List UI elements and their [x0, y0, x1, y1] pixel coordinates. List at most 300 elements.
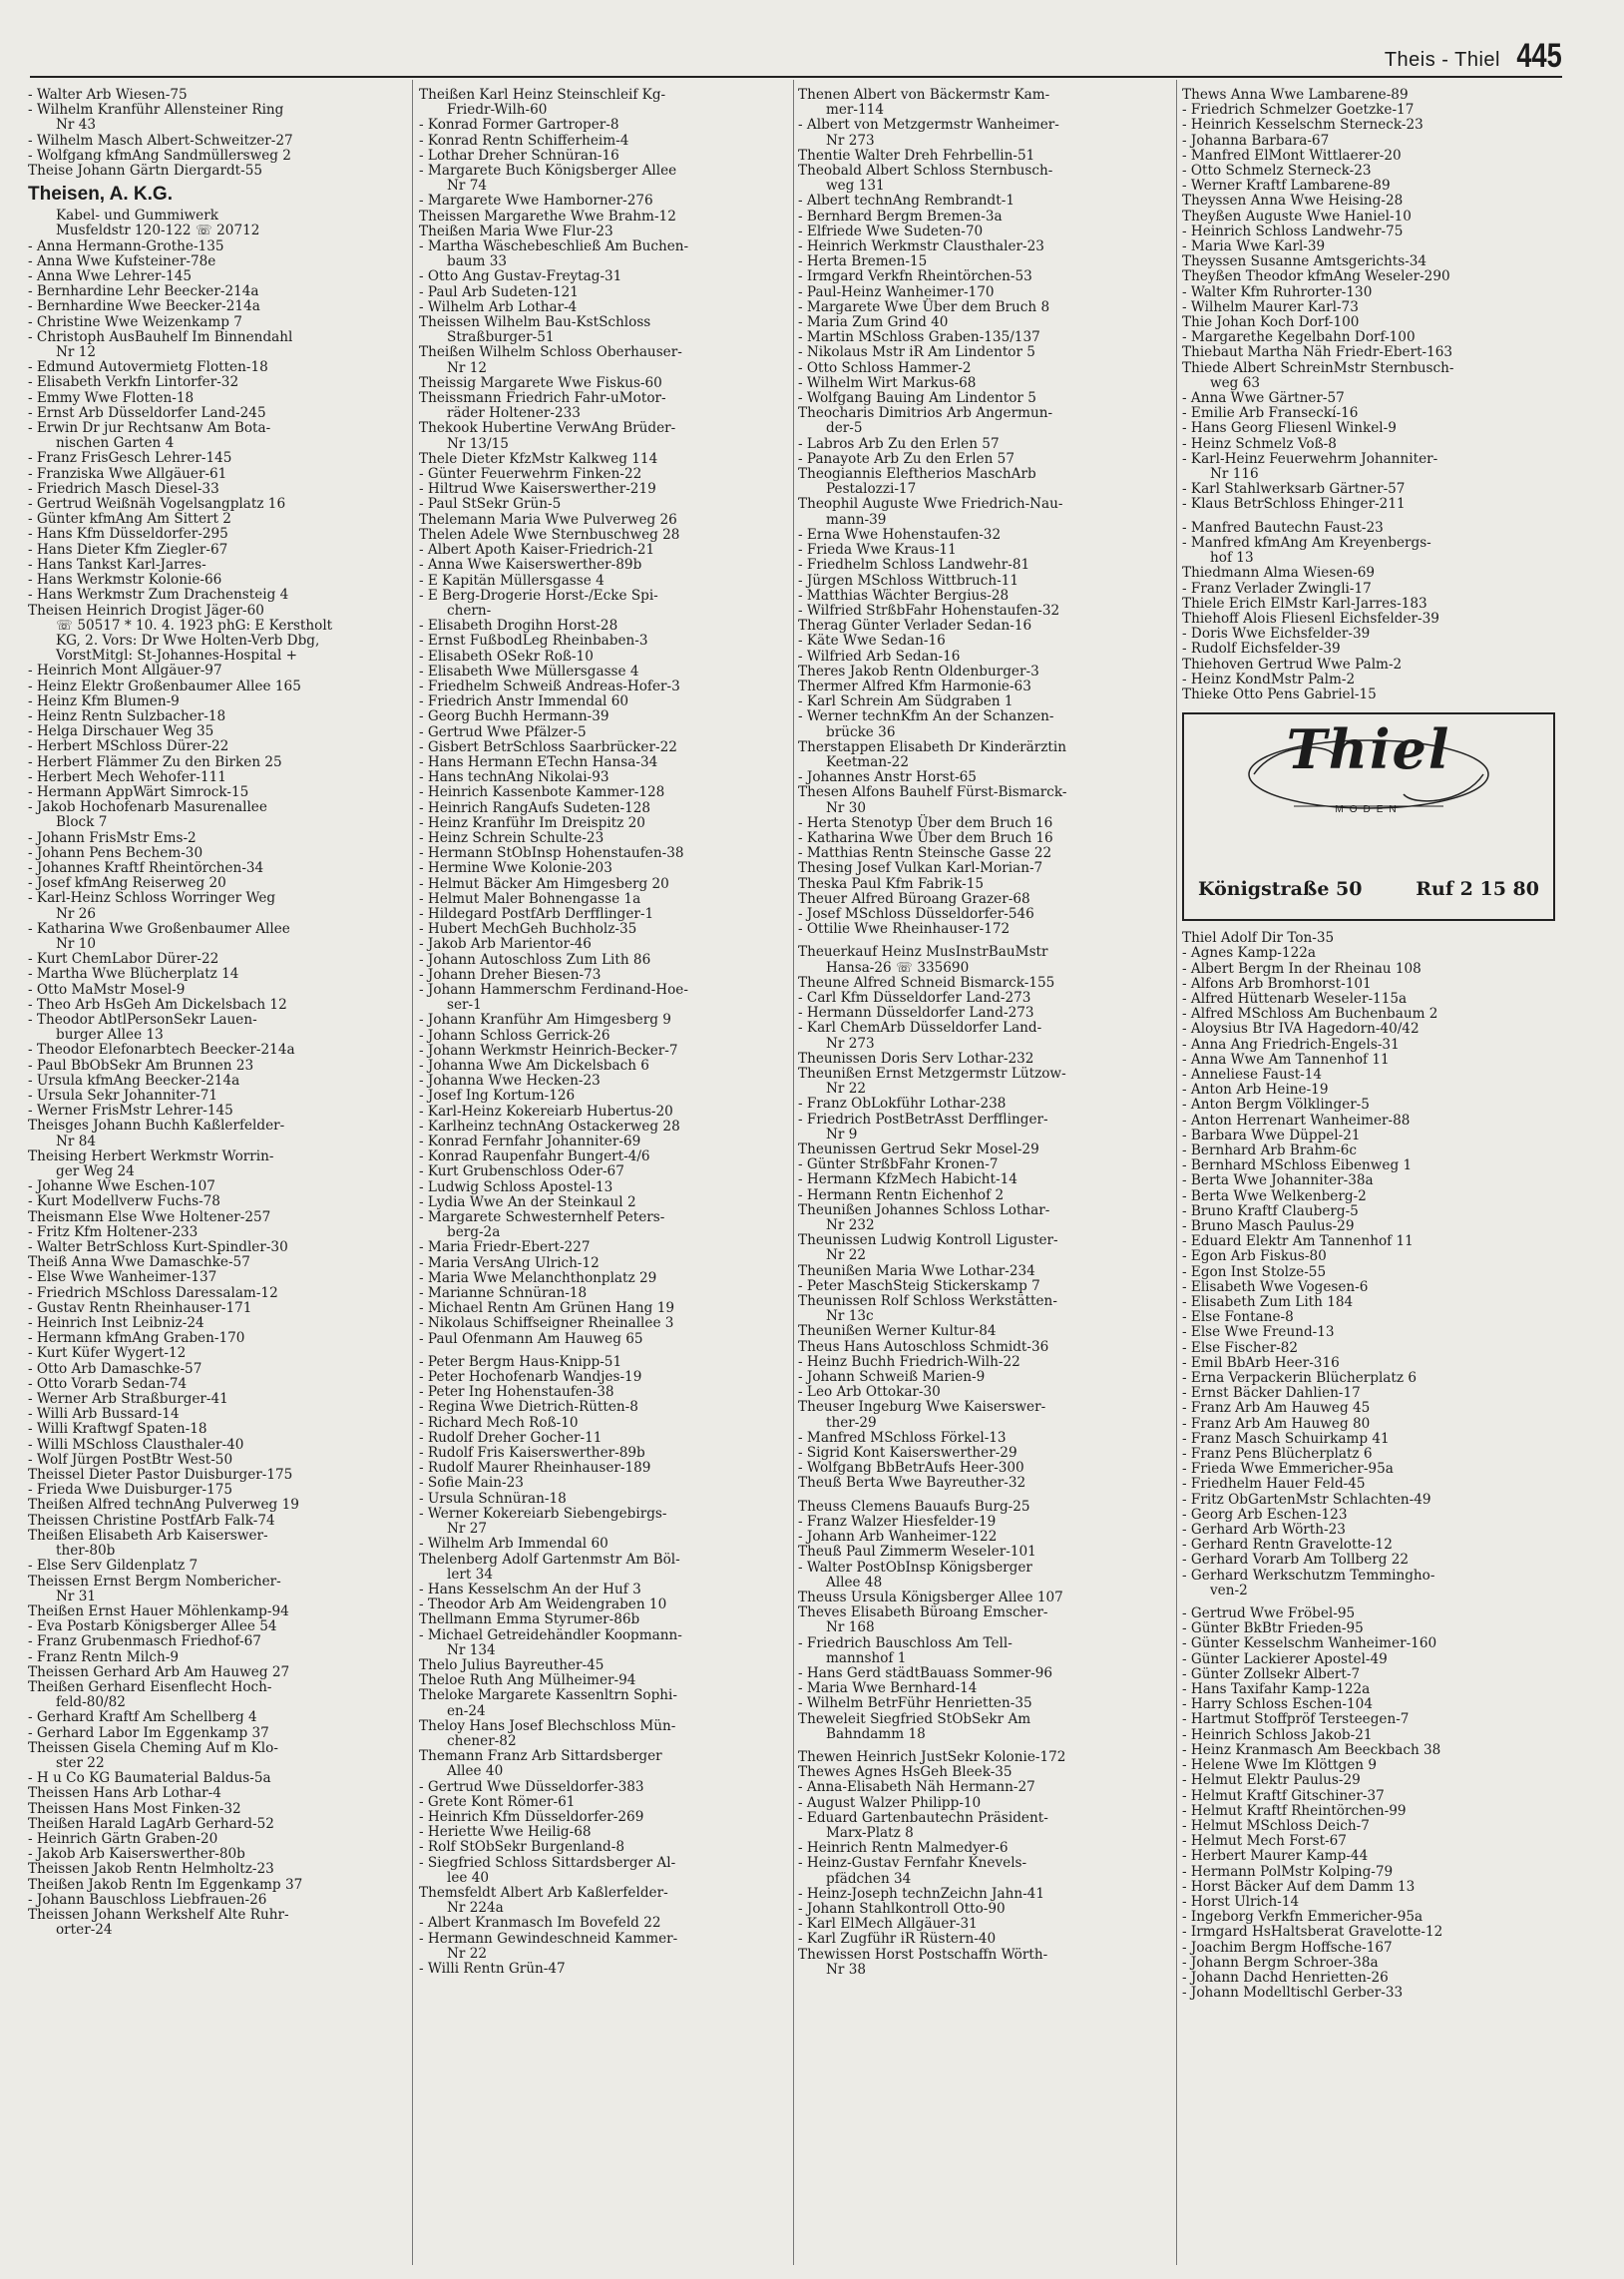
directory-entry: - Johann Hammerschm Ferdinand-Hoe-	[419, 981, 688, 998]
directory-entry: - Egon Inst Stolze-55	[1182, 1263, 1327, 1280]
entry-continuation: Nr 22	[826, 1081, 867, 1098]
directory-entry: - Harry Schloss Eschen-104	[1182, 1696, 1373, 1713]
directory-entry: - Georg Buchh Hermann-39	[419, 708, 609, 725]
directory-entry: - Hermann AppWärt Simrock-15	[28, 783, 249, 800]
directory-entry: - Franz Grubenmasch Friedhof-67	[28, 1633, 261, 1650]
directory-entry: Thie Johan Koch Dorf-100	[1182, 314, 1360, 331]
directory-entry: Therag Günter Verlader Sedan-16	[798, 618, 1032, 635]
directory-entry: - Hermann Gewindeschneid Kammer-	[419, 1930, 678, 1947]
directory-entry: - Willi Kraftwgf Spaten-18	[28, 1421, 207, 1438]
directory-entry: - Karl ChemArb Düsseldorfer Land-	[798, 1020, 1042, 1037]
directory-entry: - Margarete Wwe Über dem Bruch 8	[798, 298, 1050, 315]
directory-entry: - Johann Werkmstr Heinrich-Becker-7	[419, 1042, 678, 1059]
directory-entry: - Carl Kfm Düsseldorfer Land-273	[798, 989, 1031, 1006]
directory-entry: Theissen Hans Most Finken-32	[28, 1800, 241, 1817]
entry-continuation: feld-80/82	[56, 1694, 126, 1711]
directory-entry: - Eduard Elektr Am Tannenhof 11	[1182, 1233, 1414, 1250]
directory-entry: - Hans Kfm Düsseldorfer-295	[28, 526, 228, 543]
directory-entry: - Klaus BetrSchloss Ehinger-211	[1182, 496, 1406, 513]
directory-entry: - Heinz Kranmasch Am Beeckbach 38	[1182, 1741, 1441, 1758]
directory-entry: - Erwin Dr jur Rechtsanw Am Bota-	[28, 420, 271, 437]
directory-entry: - Berta Wwe Welkenberg-2	[1182, 1187, 1367, 1204]
directory-entry: - Helmut Maler Bohnengasse 1a	[419, 890, 641, 907]
directory-entry: - Anna Wwe Am Tannenhof 11	[1182, 1051, 1390, 1068]
directory-entry: - Michael Getreidehändler Koopmann-	[419, 1626, 682, 1643]
directory-entry: - Paul StSekr Grün-5	[419, 496, 562, 513]
page-number: 445	[1516, 37, 1562, 75]
entry-continuation: Hansa-26 ☏ 335690	[826, 959, 970, 976]
directory-entry: Theus Hans Autoschloss Schmidt-36	[798, 1338, 1049, 1355]
directory-entry: - Labros Arb Zu den Erlen 57	[798, 435, 1000, 452]
directory-entry: - Heinrich Kassenbote Kammer-128	[419, 784, 665, 801]
directory-entry: - Hermann Düsseldorfer Land-273	[798, 1005, 1034, 1022]
entry-continuation: Nr 43	[56, 117, 97, 134]
directory-entry: Theißen Alfred technAng Pulverweg 19	[28, 1497, 299, 1514]
directory-entry: - Elisabeth Wwe Müllersgasse 4	[419, 663, 639, 680]
directory-entry: Theogiannis Eleftherios MaschArb	[798, 466, 1036, 483]
entry-continuation: Friedr-Wilh-60	[447, 102, 548, 119]
directory-entry: - Paul Ofenmann Am Hauweg 65	[419, 1330, 643, 1347]
directory-entry: - Franz Pens Blücherplatz 6	[1182, 1446, 1373, 1463]
directory-entry: - Johann Autoschloss Zum Lith 86	[419, 951, 651, 968]
directory-entry: Thele Dieter KfzMstr Kalkweg 114	[419, 450, 658, 467]
directory-entry: - Sigrid Kont Kaiserswerther-29	[798, 1445, 1017, 1462]
directory-entry: - Anton Arb Heine-19	[1182, 1082, 1329, 1099]
directory-entry: Thiedmann Alma Wiesen-69	[1182, 565, 1376, 582]
directory-entry: - Karl Schrein Am Südgraben 1	[798, 693, 1014, 710]
entry-continuation: chener-82	[447, 1732, 517, 1749]
directory-entry: - Josef Ing Kortum-126	[419, 1088, 576, 1105]
directory-entry: Theising Herbert Werkmstr Worrin-	[28, 1147, 274, 1164]
directory-entry: - Heinz Schrein Schulte-23	[419, 829, 605, 846]
entry-continuation: Nr 116	[1210, 466, 1259, 483]
directory-entry: - Helmut Mech Forst-67	[1182, 1833, 1347, 1850]
directory-entry: - Leo Arb Ottokar-30	[798, 1384, 941, 1401]
entry-continuation: Nr 12	[56, 344, 97, 361]
column-1	[28, 88, 409, 2263]
directory-entry: - Johann Schloss Gerrick-26	[419, 1027, 610, 1044]
entry-continuation: en-24	[447, 1702, 486, 1719]
directory-entry: - Gertrud Wwe Pfälzer-5	[419, 723, 587, 740]
directory-entry: - Kurt Modellverw Fuchs-78	[28, 1193, 220, 1210]
directory-entry: Theunissen Ludwig Kontroll Liguster-	[798, 1232, 1058, 1249]
directory-entry: - Johann Kranführ Am Himgesberg 9	[419, 1012, 671, 1029]
directory-entry: - Wolfgang BbBetrAufs Heer-300	[798, 1460, 1024, 1477]
directory-entry: - Gerhard Kraftf Am Schellberg 4	[28, 1709, 257, 1726]
ad-address: Königstraße 50	[1198, 877, 1363, 900]
directory-entry: Theunissen Gertrud Sekr Mosel-29	[798, 1141, 1039, 1158]
directory-entry: Thewissen Horst Postschaffn Wörth-	[798, 1946, 1048, 1963]
directory-entry: Theobald Albert Schloss Sternbusch-	[798, 163, 1053, 180]
directory-entry: - Anna Wwe Lehrer-145	[28, 268, 193, 285]
directory-entry: - Joachim Bergm Hoffsche-167	[1182, 1939, 1393, 1956]
entry-continuation: Allee 48	[826, 1574, 883, 1591]
directory-entry: - Karl Stahlwerksarb Gärtner-57	[1182, 481, 1406, 498]
directory-entry: - Otto Vorarb Sedan-74	[28, 1375, 188, 1392]
directory-entry: - Else Fischer-82	[1182, 1339, 1299, 1356]
directory-entry: - Gerhard Werkschutzm Temmingho-	[1182, 1567, 1435, 1584]
directory-entry: - Heinrich Inst Leibniz-24	[28, 1315, 204, 1332]
directory-entry: - Hans Georg Fliesenl Winkel-9	[1182, 420, 1397, 437]
directory-entry: - Panayote Arb Zu den Erlen 57	[798, 450, 1015, 467]
directory-entry: - Barbara Wwe Düppel-21	[1182, 1127, 1361, 1143]
directory-entry: Theuser Ingeburg Wwe Kaiserswer-	[798, 1399, 1046, 1416]
directory-entry: Thelemann Maria Wwe Pulverweg 26	[419, 511, 677, 528]
logo-subtext: MODEN	[1335, 804, 1403, 816]
entry-continuation: Nr 134	[447, 1641, 496, 1658]
directory-entry: - Peter Bergm Haus-Knipp-51	[419, 1353, 622, 1370]
directory-entry: Theissig Margarete Wwe Fiskus-60	[419, 374, 662, 391]
directory-entry: - Rudolf Eichsfelder-39	[1182, 641, 1341, 658]
ad-phone: Ruf 2 15 80	[1416, 877, 1539, 900]
directory-entry: - Herta Bremen-15	[798, 253, 928, 270]
directory-entry: Theuß Paul Zimmerm Weseler-101	[798, 1544, 1036, 1561]
directory-entry: - Willi Arb Bussard-14	[28, 1406, 180, 1423]
directory-entry: Thewen Heinrich JustSekr Kolonie-172	[798, 1748, 1066, 1765]
directory-entry: - Ursula Sekr Johanniter-71	[28, 1088, 218, 1104]
directory-entry: - Friedhelm Schloss Landwehr-81	[798, 557, 1030, 574]
directory-entry: - Rudolf Maurer Rheinhauser-189	[419, 1460, 651, 1477]
directory-entry: - Friedrich PostBetrAsst Derfflinger-	[798, 1111, 1048, 1128]
directory-entry: - Wilhelm Maurer Karl-73	[1182, 298, 1359, 315]
directory-entry: - Wolfgang kfmAng Sandmüllersweg 2	[28, 147, 291, 164]
directory-entry: Theloe Ruth Ang Mülheimer-94	[419, 1672, 636, 1689]
directory-entry: - Karl-Heinz Kokereiarb Hubertus-20	[419, 1103, 673, 1120]
directory-entry: Thenen Albert von Bäckermstr Kam-	[798, 88, 1050, 103]
directory-entry: - Gertrud Wwe Düsseldorfer-383	[419, 1778, 644, 1795]
directory-entry: - Gertrud Wwe Fröbel-95	[1182, 1605, 1356, 1622]
directory-entry: - Georg Arb Eschen-123	[1182, 1506, 1348, 1523]
directory-entry: - Ernst Arb Düsseldorfer Land-245	[28, 404, 266, 421]
directory-entry: - Heinrich Schloss Landwehr-75	[1182, 223, 1404, 239]
directory-entry: Thieke Otto Pens Gabriel-15	[1182, 685, 1377, 702]
directory-entry: - Margarete Wwe Hamborner-276	[419, 193, 653, 210]
directory-entry: - Lothar Dreher Schnüran-16	[419, 147, 619, 164]
directory-entry: - Grete Kont Römer-61	[419, 1793, 576, 1810]
entry-continuation: ven-2	[1210, 1582, 1248, 1598]
directory-entry: - Manfred MSchloss Förkel-13	[798, 1429, 1007, 1446]
directory-entry: Theuerkauf Heinz MusInstrBauMstr	[798, 944, 1048, 961]
directory-entry: - Hans Dieter Kfm Ziegler-67	[28, 541, 228, 558]
directory-entry: - Heinrich Mont Allgäuer-97	[28, 663, 222, 680]
directory-entry: - Paul BbObSekr Am Brunnen 23	[28, 1057, 254, 1074]
entry-continuation: Nr 31	[56, 1588, 97, 1604]
directory-entry: - Hermann StObInsp Hohenstaufen-38	[419, 845, 684, 862]
directory-entry: - Johanne Wwe Eschen-107	[28, 1178, 215, 1195]
directory-entry: - Christine Wwe Weizenkamp 7	[28, 313, 242, 330]
directory-entry: - Johannes Anstr Horst-65	[798, 769, 977, 786]
directory-entry: Theiß Anna Wwe Damaschke-57	[28, 1254, 250, 1271]
directory-entry: - Kurt ChemLabor Dürer-22	[28, 951, 219, 968]
directory-entry: - Anna Ang Friedrich-Engels-31	[1182, 1036, 1400, 1053]
entry-continuation: Nr 224a	[447, 1900, 504, 1917]
directory-entry: - Wilhelm Masch Albert-Schweitzer-27	[28, 132, 293, 149]
directory-entry: - Bernhard Arb Brahm-6c	[1182, 1141, 1358, 1158]
directory-entry: Theyssen Anna Wwe Heising-28	[1182, 193, 1404, 210]
directory-entry: - Maria Wwe Melanchthonplatz 29	[419, 1269, 657, 1286]
directory-entry: - Heinrich Schloss Jakob-21	[1182, 1726, 1373, 1743]
directory-entry: Theismann Else Wwe Holtener-257	[28, 1208, 271, 1225]
directory-entry: - Wilhelm Kranführ Allensteiner Ring	[28, 102, 284, 119]
directory-entry: Theissen Gerhard Arb Am Hauweg 27	[28, 1663, 290, 1680]
directory-entry: - Helmut Kraftf Gitschiner-37	[1182, 1787, 1385, 1804]
directory-entry: - Albert Bergm In der Rheinau 108	[1182, 960, 1421, 977]
directory-entry: - Johann Dreher Biesen-73	[419, 966, 602, 983]
directory-entry: - Else Wwe Wanheimer-137	[28, 1269, 217, 1286]
entry-continuation: ger Weg 24	[56, 1163, 135, 1180]
directory-entry: Theunißen Johannes Schloss Lothar-	[798, 1201, 1050, 1218]
entry-continuation: Straßburger-51	[447, 329, 555, 346]
directory-entry: Themann Franz Arb Sittardsberger	[419, 1748, 662, 1765]
directory-entry: - Regina Wwe Dietrich-Rütten-8	[419, 1399, 638, 1416]
directory-entry: Thesing Josef Vulkan Karl-Morian-7	[798, 860, 1043, 877]
directory-entry: - Irmgard HsHaltsberat Gravelotte-12	[1182, 1924, 1443, 1941]
entry-continuation: berg-2a	[447, 1224, 501, 1241]
directory-entry: Theissen Johann Werkshelf Alte Ruhr-	[28, 1906, 289, 1923]
directory-entry: - Günter Kesselschm Wanheimer-160	[1182, 1635, 1437, 1652]
directory-entry: - Manfred kfmAng Am Kreyenbergs-	[1182, 534, 1431, 551]
directory-entry: - Franz Masch Schuirkamp 41	[1182, 1430, 1390, 1447]
directory-entry: - Bernhard Bergm Bremen-3a	[798, 208, 1003, 225]
directory-entry: - Bernhardine Wwe Beecker-214a	[28, 298, 260, 315]
directory-entry: Theissel Dieter Pastor Duisburger-175	[28, 1467, 293, 1484]
directory-entry: Theisges Johann Buchh Kaßlerfelder-	[28, 1118, 285, 1135]
directory-entry: Theunissen Rolf Schloss Werkstätten-	[798, 1293, 1057, 1310]
directory-entry: - Werner Arb Straßburger-41	[28, 1391, 228, 1408]
directory-entry: - Anna Wwe Kufsteiner-78e	[28, 252, 216, 269]
directory-entry: - Johann Bauschloss Liebfrauen-26	[28, 1891, 267, 1908]
column-4	[1182, 88, 1566, 2263]
directory-entry: - Martha Wwe Blücherplatz 14	[28, 966, 239, 983]
directory-entry: - Elisabeth Drogihn Horst-28	[419, 618, 618, 635]
directory-entry: - Gerhard Arb Wörth-23	[1182, 1522, 1346, 1539]
entry-continuation: Nr 168	[826, 1619, 875, 1636]
directory-entry: - Martin MSchloss Graben-135/137	[798, 329, 1040, 346]
directory-entry: Thentie Walter Dreh Fehrbellin-51	[798, 147, 1035, 164]
directory-entry: - Franziska Wwe Allgäuer-61	[28, 465, 227, 482]
directory-entry: - Bernhardine Lehr Beecker-214a	[28, 283, 259, 300]
entry-continuation: ☏ 50517 * 10. 4. 1923 phG: E Kerstholt	[56, 617, 333, 634]
directory-entry: - Werner Kraftf Lambarene-89	[1182, 178, 1391, 195]
directory-entry: - Maria VersAng Ulrich-12	[419, 1254, 600, 1271]
directory-entry: - Horst Ulrich-14	[1182, 1893, 1300, 1910]
directory-entry: - Richard Mech Roß-10	[419, 1414, 579, 1431]
directory-entry: - Günter StrßbFahr Kronen-7	[798, 1156, 999, 1173]
directory-entry: - Heinrich Rentn Malmedyer-6	[798, 1840, 1009, 1857]
directory-entry: - Konrad Raupenfahr Bungert-4/6	[419, 1148, 650, 1165]
directory-entry: - Manfred ElMont Wittlaerer-20	[1182, 147, 1402, 164]
column-divider	[1176, 80, 1177, 2265]
directory-entry: - Helmut MSchloss Deich-7	[1182, 1817, 1370, 1834]
directory-entry: Theißen Jakob Rentn Im Eggenkamp 37	[28, 1876, 303, 1893]
directory-entry: - Martha Wäschebeschließ Am Buchen-	[419, 238, 689, 255]
directory-entry: - Franz Walzer Hiesfelder-19	[798, 1513, 997, 1530]
entry-continuation: Nr 273	[826, 1035, 875, 1052]
directory-entry: - Alfons Arb Bromhorst-101	[1182, 975, 1372, 992]
directory-entry: - Emmy Wwe Flotten-18	[28, 389, 195, 406]
entry-continuation: Kabel- und Gummiwerk	[56, 208, 218, 225]
directory-entry: - Otto Schloss Hammer-2	[798, 359, 972, 376]
directory-entry: Thews Anna Wwe Lambarene-89	[1182, 88, 1409, 103]
entry-continuation: Nr 27	[447, 1521, 488, 1538]
directory-entry: - Ludwig Schloss Apostel-13	[419, 1178, 613, 1195]
directory-entry: - Karl Zugführ iR Rüstern-40	[798, 1931, 997, 1948]
directory-entry: - Heinz Kranführ Im Dreispitz 20	[419, 814, 645, 831]
entry-continuation: Musfeldstr 120-122 ☏ 20712	[56, 223, 260, 239]
directory-entry: - Heinz Schmelz Voß-8	[1182, 435, 1337, 452]
directory-entry: - Hans Kesselschm An der Huf 3	[419, 1581, 641, 1597]
directory-entry: - Hans Werkmstr Zum Drachensteig 4	[28, 587, 289, 604]
directory-entry: - August Walzer Philipp-10	[798, 1794, 982, 1811]
directory-entry: - Konrad Fernfahr Johanniter-69	[419, 1134, 641, 1150]
entry-continuation: Nr 30	[826, 799, 867, 816]
directory-entry: - Paul Arb Sudeten-121	[419, 283, 579, 300]
entry-continuation: Pestalozzi-17	[826, 481, 917, 498]
directory-entry: - Elisabeth Zum Lith 184	[1182, 1294, 1354, 1310]
directory-entry: - Aloysius Btr IVA Hagedorn-40/42	[1182, 1021, 1420, 1038]
directory-entry: - Nikolaus Mstr iR Am Lindentor 5	[798, 344, 1035, 361]
directory-entry: - Ottilie Wwe Rheinhauser-172	[798, 921, 1011, 938]
directory-entry: - Josef kfmAng Reiserweg 20	[28, 875, 226, 892]
directory-entry: - Marianne Schnüran-18	[419, 1285, 588, 1302]
entry-continuation: Bahndamm 18	[826, 1725, 926, 1742]
directory-entry: - Karlheinz technAng Ostackerweg 28	[419, 1118, 680, 1135]
entry-continuation: Nr 22	[826, 1247, 867, 1264]
directory-entry: - Matthias Rentn Steinsche Gasse 22	[798, 845, 1052, 862]
entry-continuation: Nr 26	[56, 905, 97, 922]
directory-entry: - Heriette Wwe Heilig-68	[419, 1824, 592, 1841]
directory-entry: - Ernst Bäcker Dahlien-17	[1182, 1385, 1361, 1402]
directory-entry: - Emil BbArb Heer-316	[1182, 1354, 1340, 1371]
directory-entry: - Herbert Maurer Kamp-44	[1182, 1848, 1369, 1865]
directory-entry: - Hans Taxifahr Kamp-122a	[1182, 1681, 1371, 1698]
directory-entry: - Kurt Grubenschloss Oder-67	[419, 1163, 624, 1180]
directory-entry: - Horst Bäcker Auf dem Damm 13	[1182, 1878, 1416, 1895]
directory-entry: Theres Jakob Rentn Oldenburger-3	[798, 663, 1039, 680]
directory-entry: - Ursula kfmAng Beecker-214a	[28, 1072, 240, 1089]
directory-entry: - H u Co KG Baumaterial Baldus-5a	[28, 1770, 271, 1787]
column-divider	[412, 80, 413, 2265]
directory-entry: - Erna Verpackerin Blücherplatz 6	[1182, 1370, 1418, 1387]
directory-entry: Theißen Karl Heinz Steinschleif Kg-	[419, 88, 666, 103]
directory-entry: Thiebaut Martha Näh Friedr-Ebert-163	[1182, 344, 1453, 361]
entry-continuation: Nr 84	[56, 1133, 97, 1149]
directory-entry: - Irmgard Verkfn Rheintörchen-53	[798, 268, 1032, 285]
directory-entry: - Kurt Küfer Wygert-12	[28, 1345, 187, 1362]
directory-entry: - Margarethe Kegelbahn Dorf-100	[1182, 329, 1416, 346]
directory-entry: - Anna Wwe Kaiserswerther-89b	[419, 557, 642, 574]
directory-entry: - Agnes Kamp-122a	[1182, 945, 1317, 962]
entry-continuation: orter-24	[56, 1922, 113, 1939]
directory-entry: - Frieda Wwe Emmericher-95a	[1182, 1461, 1394, 1478]
directory-entry: Thekook Hubertine VerwAng Brüder-	[419, 420, 676, 437]
entry-continuation: mann-39	[826, 511, 887, 528]
directory-entry: Thelenberg Adolf Gartenmstr Am Böl-	[419, 1551, 680, 1568]
directory-entry: - Hans Werkmstr Kolonie-66	[28, 572, 222, 589]
directory-entry: - Günter Lackierer Apostel-49	[1182, 1650, 1388, 1667]
directory-entry: - Heinrich Kfm Düsseldorfer-269	[419, 1808, 644, 1825]
directory-entry: - Bruno Masch Paulus-29	[1182, 1217, 1355, 1234]
directory-entry: - Johann Dachd Henrietten-26	[1182, 1969, 1389, 1986]
directory-entry: - Anton Herrenart Wanheimer-88	[1182, 1112, 1411, 1129]
directory-entry: - Elfriede Wwe Sudeten-70	[798, 223, 984, 239]
directory-entry: Theunißen Ernst Metzgermstr Lützow-	[798, 1066, 1066, 1082]
directory-entry: Theuer Alfred Büroang Grazer-68	[798, 890, 1030, 907]
directory-entry: - Sofie Main-23	[419, 1475, 524, 1492]
entry-continuation: der-5	[826, 420, 863, 437]
firm-heading: Theisen, A. K.G.	[28, 184, 173, 206]
directory-entry: - Käte Wwe Sedan-16	[798, 633, 946, 650]
directory-entry: - Günter kfmAng Am Sittert 2	[28, 511, 231, 528]
directory-entry: - Otto Schmelz Sterneck-23	[1182, 163, 1372, 180]
directory-entry: - Walter Kfm Ruhrorter-130	[1182, 283, 1373, 300]
directory-entry: - Rudolf Fris Kaiserswerther-89b	[419, 1445, 645, 1462]
directory-entry: Thiehoven Gertrud Wwe Palm-2	[1182, 656, 1403, 673]
directory-entry: Thewes Agnes HsGeh Bleek-35	[798, 1764, 1013, 1781]
directory-entry: - Heinrich Gärtn Graben-20	[28, 1830, 218, 1847]
directory-entry: - Bernhard MSchloss Eibenweg 1	[1182, 1157, 1413, 1174]
directory-entry: - E Kapitän Müllersgasse 4	[419, 572, 605, 589]
directory-entry: - Berta Wwe Johanniter-38a	[1182, 1172, 1374, 1189]
directory-entry: - Karl-Heinz Feuerwehrm Johanniter-	[1182, 450, 1438, 467]
directory-entry: - Hermann KfzMech Habicht-14	[798, 1171, 1017, 1188]
entry-continuation: ser-1	[447, 997, 482, 1014]
directory-entry: - Johanna Wwe Hecken-23	[419, 1073, 601, 1090]
directory-entry: - Johann Arb Wanheimer-122	[798, 1529, 998, 1546]
directory-entry: Theißen Wilhelm Schloss Oberhauser-	[419, 344, 682, 361]
directory-entry: - Anna-Elisabeth Näh Hermann-27	[798, 1779, 1035, 1796]
directory-entry: - Doris Wwe Eichsfelder-39	[1182, 626, 1371, 643]
directory-entry: - Heinz Elektr Großenbaumer Allee 165	[28, 678, 301, 694]
directory-entry: - Eva Postarb Königsberger Allee 54	[28, 1618, 277, 1635]
entry-continuation: Allee 40	[447, 1763, 504, 1780]
directory-entry: - Peter Ing Hohenstaufen-38	[419, 1384, 614, 1401]
directory-entry: - Jakob Arb Kaiserswerther-80b	[28, 1846, 245, 1863]
page-header	[30, 34, 1562, 78]
directory-entry: - Else Serv Gildenplatz 7	[28, 1558, 199, 1575]
directory-entry: - Friedrich Schmelzer Goetzke-17	[1182, 102, 1415, 119]
directory-entry: Theyßen Auguste Wwe Haniel-10	[1182, 208, 1412, 225]
directory-entry: - Heinz Buchh Friedrich-Wilh-22	[798, 1353, 1020, 1370]
directory-entry: - Heinz-Joseph technZeichn Jahn-41	[798, 1885, 1044, 1902]
entry-continuation: hof 13	[1210, 550, 1254, 567]
directory-entry: - Heinz Kfm Blumen-9	[28, 692, 180, 709]
directory-entry: - Johann Modelltischl Gerber-33	[1182, 1985, 1404, 2002]
directory-entry: - Gerhard Labor Im Eggenkamp 37	[28, 1724, 269, 1741]
directory-entry: - Wilhelm Arb Immendal 60	[419, 1536, 609, 1553]
directory-entry: Theisen Heinrich Drogist Jäger-60	[28, 602, 264, 619]
running-head: Theis - Thiel	[1384, 49, 1500, 71]
column-divider	[793, 80, 794, 2265]
directory-entry: - Johanna Wwe Am Dickelsbach 6	[419, 1058, 649, 1074]
directory-entry: - Anna Wwe Gärtner-57	[1182, 390, 1345, 407]
directory-entry: - Friedrich Anstr Immendal 60	[419, 693, 629, 710]
directory-entry: - Else Wwe Freund-13	[1182, 1324, 1335, 1341]
directory-entry: - Walter PostObInsp Königsberger	[798, 1559, 1032, 1576]
entry-continuation: baum 33	[447, 253, 508, 270]
directory-entry: - Gisbert BetrSchloss Saarbrücker-22	[419, 738, 677, 755]
directory-entry: - Johann Schweiß Marien-9	[798, 1369, 986, 1386]
entry-continuation: ther-29	[826, 1414, 877, 1431]
directory-entry: - Hans Tankst Karl-Jarres-	[28, 556, 206, 573]
entry-continuation: KG, 2. Vors: Dr Wwe Holten-Verb Dbg,	[56, 632, 320, 649]
column-2	[419, 88, 788, 2263]
directory-entry: - Maria Wwe Bernhard-14	[798, 1680, 978, 1697]
directory-entry: - Hermann kfmAng Graben-170	[28, 1330, 245, 1347]
directory-entry: - Helmut Bäcker Am Himgesberg 20	[419, 875, 669, 892]
directory-entry: Theunißen Maria Wwe Lothar-234	[798, 1262, 1035, 1279]
entry-continuation: Nr 10	[56, 935, 97, 952]
